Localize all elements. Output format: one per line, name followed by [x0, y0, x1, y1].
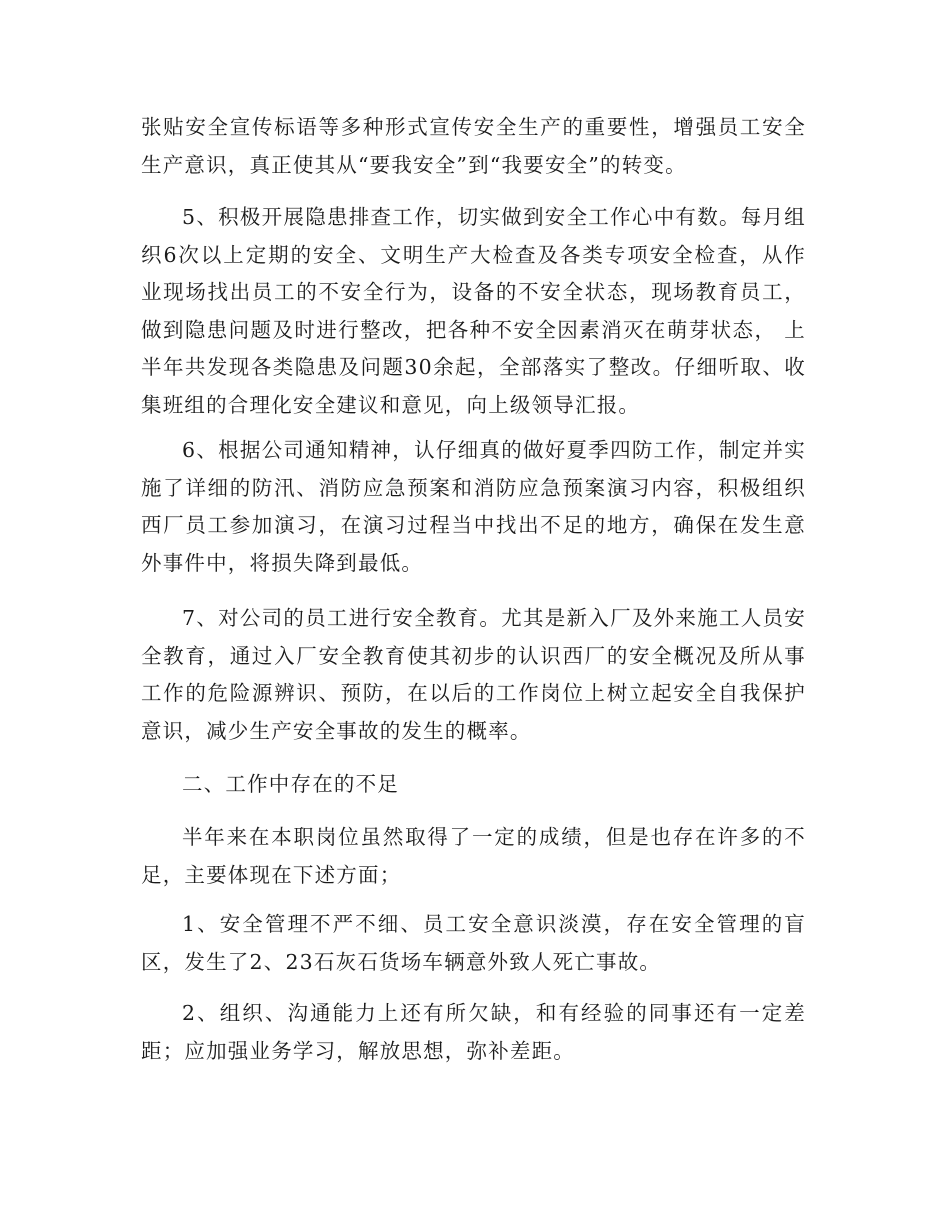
paragraph-safety-publicity: 张贴安全宣传标语等多种形式宣传安全生产的重要性，增强员工安全生产意识，真正使其从“要我安全”到“我要安全”的转变。 — [141, 115, 806, 177]
section-heading-shortcomings: 二、工作中存在的不足 — [182, 772, 399, 796]
paragraph-item-6: 6、根据公司通知精神，认仔细真的做好夏季四防工作，制定并实施了详细的防汛、消防应急预案和消防应急预案演习内容，积极组织西厂员工参加演习，在演习过程当中找出不足的地方，确保在发生意外事件中，将损失降到最低。 — [141, 438, 806, 575]
paragraph-shortcomings-intro: 半年来在本职岗位虽然取得了一定的成绩，但是也存在许多的不足，主要体现在下述方面； — [141, 825, 806, 887]
paragraph-item-5: 5、积极开展隐患排查工作，切实做到安全工作心中有数。每月组织6次以上定期的安全、文明生产大检查及各类专项安全检查，从作业现场找出员工的不安全行为，设备的不安全状态，现场教育员工，做到隐患问题及时进行整改，把各种不安全因素消灭在萌芽状态， 上半年共发现各类隐患及问题30余起，全部落实了整改。仔细听取、收集班组的合理化安全建议和意见，向上级领导汇报。 — [141, 205, 806, 417]
paragraph-shortcoming-1: 1、安全管理不严不细、员工安全意识淡漠，存在安全管理的盲区，发生了2、23石灰石货场车辆意外致人死亡事故。 — [141, 912, 806, 974]
paragraph-item-7: 7、对公司的员工进行安全教育。尤其是新入厂及外来施工人员安全教育，通过入厂安全教育使其初步的认识西厂的安全概况及所从事工作的危险源辨识、预防，在以后的工作岗位上树立起安全自我保护意识，减少生产安全事故的发生的概率。 — [141, 606, 806, 743]
paragraph-shortcoming-2: 2、组织、沟通能力上还有所欠缺，和有经验的同事还有一定差距；应加强业务学习，解放思想，弥补差距。 — [141, 1001, 806, 1063]
